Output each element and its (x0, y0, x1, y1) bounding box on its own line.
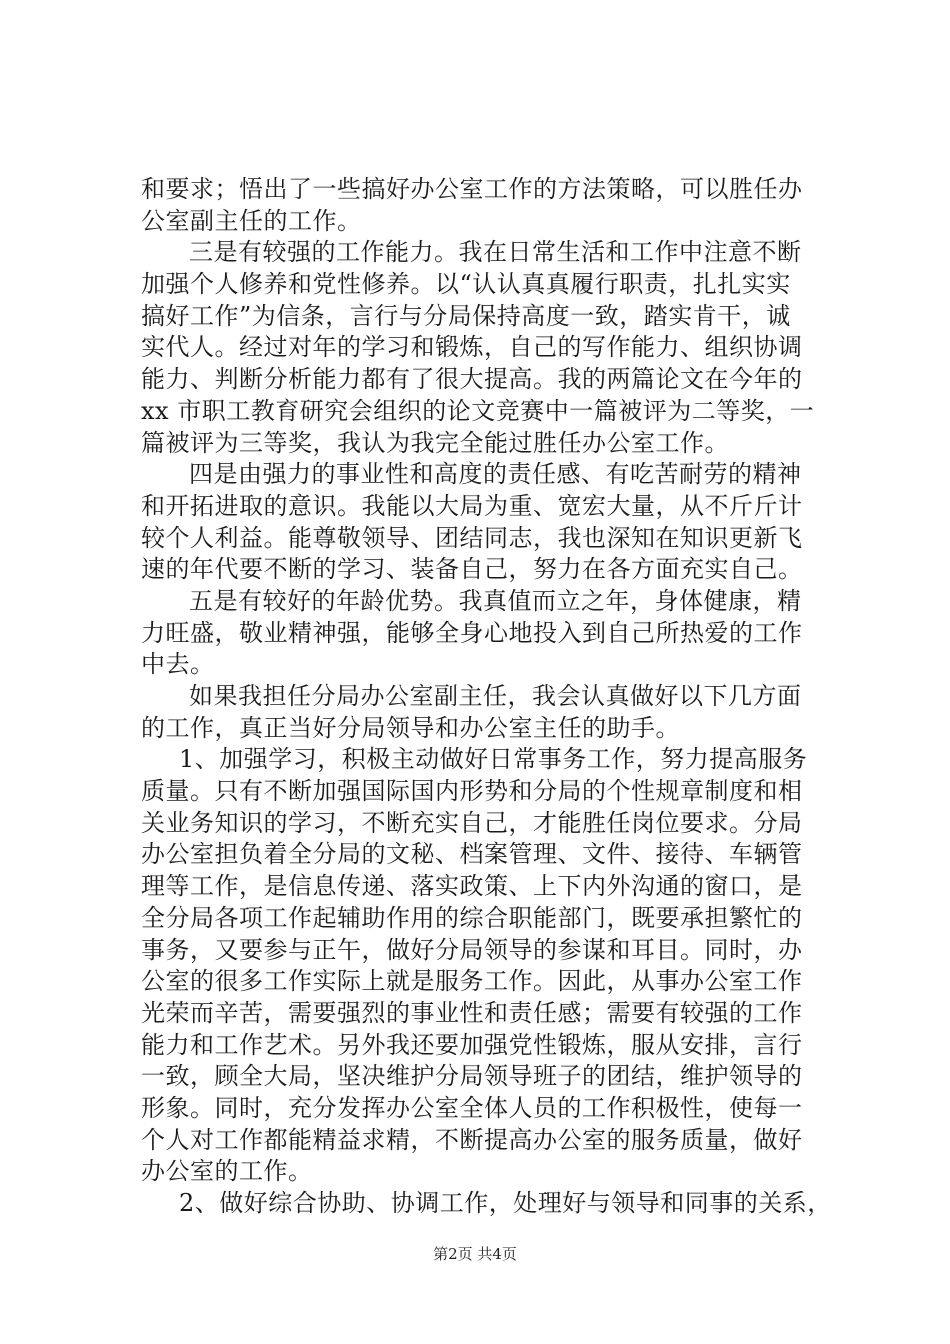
text-line: 加强个人修养和党性修养。以“认认真真履行职责，扎扎实实 (141, 270, 791, 299)
text-line: 光荣而辛苦，需要强烈的事业性和责任感；需要有较强的工作 (141, 998, 803, 1027)
text-line: 全分局各项工作起辅助作用的综合职能部门，既要承担繁忙的 (141, 903, 803, 932)
text-line: 和要求；悟出了一些搞好办公室工作的方法策略，可以胜任办 (141, 175, 803, 203)
text-line: 个人对工作都能精益求精，不断提高办公室的服务质量，做好 (141, 1125, 803, 1154)
text-line: 公室的很多工作实际上就是服务工作。因此，从事办公室工作 (141, 967, 803, 996)
text-line: 能力和工作艺术。另外我还要加强党性锻炼，服从安排，言行 (141, 1030, 803, 1059)
text-line: 能力、判断分析能力都有了很大提高。我的两篇论文在今年的 (141, 365, 803, 394)
text-line: 较个人利益。能尊敬领导、团结同志，我也深知在知识更新飞 (141, 523, 803, 552)
text-line: 关业务知识的学习，不断充实自己，才能胜任岗位要求。分局 (141, 808, 803, 837)
text-line: 理等工作，是信息传递、落实政策、上下内外沟通的窗口，是 (141, 872, 803, 901)
text-line: xx 市职工教育研究会组织的论文竞赛中一篇被评为二等奖，一 (141, 396, 815, 425)
document-body (141, 174, 841, 1220)
text-line: 办公室的工作。 (141, 1157, 313, 1186)
text-line: 公室副主任的工作。 (141, 206, 362, 235)
paragraph-start-line: 五是有较好的年龄优势。我真值而立之年，身体健康，精 (189, 586, 802, 615)
text-line: 事务，又要参与正午，做好分局领导的参谋和耳目。同时，办 (141, 935, 803, 964)
text-line: 办公室担负着全分局的文秘、档案管理、文件、接待、车辆管 (141, 840, 803, 869)
text-line: 中去。 (141, 650, 215, 679)
paragraph-start-line: 三是有较强的工作能力。我在日常生活和工作中注意不断 (189, 238, 802, 267)
text-line: 的工作，真正当好分局领导和办公室主任的助手。 (141, 713, 680, 742)
text-line: 力旺盛，敬业精神强，能够全身心地投入到自己所热爱的工作 (141, 618, 803, 647)
text-line: 实代人。经过对年的学习和锻炼，自己的写作能力、组织协调 (141, 333, 803, 362)
paragraph-start-line: 如果我担任分局办公室副主任，我会认真做好以下几方面 (189, 682, 802, 710)
page-number-footer: 第2页 共4页 (433, 1245, 517, 1263)
paragraph-start-line: 四是由强力的事业性和高度的责任感、有吃苦耐劳的精神 (189, 460, 802, 489)
text-line: 篇被评为三等奖，我认为我完全能过胜任办公室工作。 (141, 428, 729, 457)
text-line: 质量。只有不断加强国际国内形势和分局的个性规章制度和相 (141, 777, 803, 806)
paragraph-start-line: 1、加强学习，积极主动做好日常事务工作，努力提高服务 (179, 745, 808, 774)
text-line: 和开拓进取的意识。我能以大局为重、宽宏大量，从不斤斤计 (141, 491, 803, 520)
text-line: 形象。同时，充分发挥办公室全体人员的工作积极性，使每一 (141, 1093, 803, 1122)
text-line: 搞好工作”为信条，言行与分局保持高度一致，踏实肯干，诚 (141, 301, 791, 330)
text-line: 速的年代要不断的学习、装备自己，努力在各方面充实自己。 (141, 555, 803, 584)
paragraph-start-line: 2、做好综合协助、协调工作，处理好与领导和同事的关系， (179, 1189, 832, 1217)
text-line: 一致，顾全大局，坚决维护分局领导班子的团结，维护领导的 (141, 1062, 803, 1091)
